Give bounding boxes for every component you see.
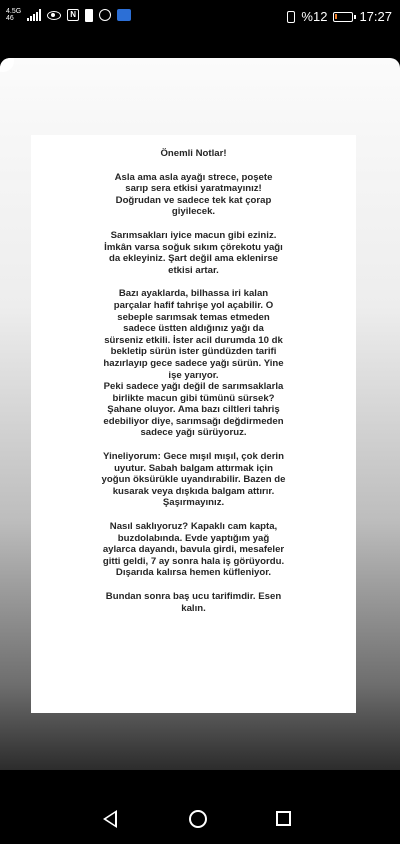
recents-icon[interactable]: [276, 811, 291, 826]
note-paragraph: Yineliyorum: Gece mışıl mışıl, çok derin uyutur. Sabah balgam attırmak için yoğun öksürükle uyandırabilir. Bazen de kusarak veya dışkıda balgam attırır. Şaşırmayınız.: [101, 451, 286, 509]
network-type: [6, 8, 21, 22]
story-corner-highlight: [0, 58, 14, 72]
notes-card: [31, 135, 356, 713]
whatsapp-icon: [99, 9, 111, 21]
note-title: Önemli Notlar!: [160, 148, 227, 159]
note-paragraph: Bazı ayaklarda, bilhassa iri kalan parçalar hafif tahrişe yol açabilir. O sebeple sarımsak temas etmeden sadece üstten aldığınız yağı da sürseniz etkili. İster acil durumda 10 dk bekletip sürün ister gündüzden tarifi hazırlayıp gece sadece yağı sürün. Yine işe yarıyor. Peki sadece yağı değil de sarımsaklarla birlikte macun gibi tümünü sürsek? Şahane oluyor. Ama bazı ciltleri tahriş edebiliyor diye, sarımsağı değdirmeden sadece yağı sürüyoruz.: [103, 288, 284, 439]
app-notification-icon: [117, 9, 131, 21]
network-type-bottom: 46: [6, 15, 14, 22]
back-icon[interactable]: [103, 810, 117, 828]
note-paragraph: Sarımsakları iyice macun gibi eziniz. İmkân varsa soğuk sıkım çörekotu yağı da ekleyiniz. Şart değil ama eklenirse etkisi artar.: [104, 229, 283, 276]
battery-saver-icon: [85, 9, 93, 22]
battery-fill: [335, 14, 337, 19]
note-paragraph: Bundan sonra baş ucu tarifimdir. Esen kalın.: [105, 591, 282, 614]
note-paragraph: Nasıl saklıyoruz? Kapaklı cam kapta, buzdolabında. Evde yaptığım yağ aylarca dayandı, bavula girdi, mesafeler gitti geldi, 7 ay sonra hala iş görüyordu. Dışarıda kalırsa hemen küfleniyor.: [102, 521, 285, 579]
status-icons-left: [6, 8, 131, 22]
network-type-top: 4.5G: [6, 8, 22, 15]
status-icons-right: [287, 9, 392, 24]
clock: 17:27: [359, 9, 392, 24]
status-bar: [0, 0, 400, 34]
eye-comfort-icon: [47, 11, 61, 20]
note-paragraph: Asla ama asla ayağı strece, poşete sarıp sera etkisi yaratmayınız! Doğrudan ve sadece tek kat çorap giyilecek.: [114, 171, 273, 218]
battery-percent: %12: [301, 9, 328, 24]
battery-icon: [333, 12, 353, 22]
navigation-bar: [0, 790, 400, 844]
home-icon[interactable]: [189, 810, 207, 828]
vibrate-icon: [287, 11, 295, 23]
nfc-icon: N: [67, 9, 79, 21]
signal-icon: [27, 9, 41, 21]
